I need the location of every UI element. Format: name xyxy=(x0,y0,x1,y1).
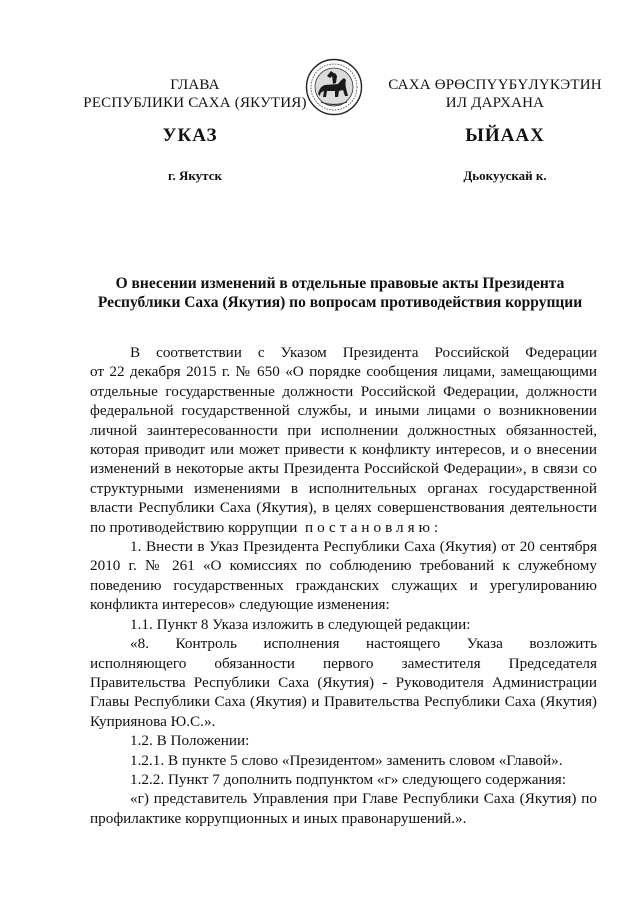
p2-line: 2010 г. № 261 «О комиссиях по соблюдению требований к служебному xyxy=(90,557,597,575)
p1-line: структурными изменениями в исполнительных органах государственной xyxy=(90,479,597,497)
header-right xyxy=(380,76,610,112)
header-left xyxy=(60,76,330,112)
p1-last-text: по противодействию коррупции xyxy=(90,518,298,536)
p3-line: 1.1. Пункт 8 Указа изложить в следующей редакции: xyxy=(130,615,471,633)
header-right-line2: ИЛ ДАРХАНА xyxy=(445,95,545,111)
p1-line: В соответствии с Указом Президента Российской Федерации xyxy=(130,344,597,361)
decree-body xyxy=(90,343,597,828)
decree-title-sakha: ЫЙААХ xyxy=(465,125,545,146)
p1-last-line xyxy=(90,518,597,537)
p4-line: Главы Республики Саха (Якутия) и Правительства Республики Саха (Якутия) xyxy=(90,693,597,711)
p1-line: изменений в некоторые акты Президента Российской Федерации», в связи со xyxy=(90,460,597,478)
p1-line: власти Республики Саха (Якутия), в целях совершенствования деятельности xyxy=(90,499,597,517)
p8-line: профилактике коррупционных и иных правонарушений.». xyxy=(90,809,467,827)
city-sakha: Дьокуускай к. xyxy=(463,168,547,183)
header-right-line1: САХА ӨРӨСПҮҮБҮЛҮКЭТИН xyxy=(388,77,602,93)
p1-line: отдельные государственные должности Российской Федерации, должности xyxy=(90,382,597,400)
p1-line: федеральной государственной службы, и иными лицами о возникновении xyxy=(90,402,597,420)
p4-line: Куприянова Ю.С.». xyxy=(90,712,216,730)
p4-line: Правительства Республики Саха (Якутия) - Руководителя Администрации xyxy=(90,673,597,691)
p8-line: «г) представитель Управления при Главе Республики Саха (Якутия) по xyxy=(130,790,597,808)
city-ru: г. Якутск xyxy=(168,168,222,183)
p4-line: «8. Контроль исполнения настоящего Указа возложить xyxy=(130,635,597,653)
p1-line: личной заинтересованности при исполнении должностных обязанностей, xyxy=(90,421,597,439)
header-left-line2: РЕСПУБЛИКИ САХА (ЯКУТИЯ) xyxy=(83,95,307,111)
p1-line: которая приводит или может привести к конфликту интересов, и о внесении xyxy=(90,441,597,459)
p2-line: 1. Внести в Указ Президента Республики Саха (Якутия) от 20 сентября xyxy=(130,538,597,556)
decree-title-ru: УКАЗ xyxy=(162,125,218,146)
decree-verb: постановляю: xyxy=(304,518,443,536)
coat-of-arms-emblem xyxy=(305,58,363,116)
subject-line2: Республики Саха (Якутия) по вопросам противодействия коррупции xyxy=(97,294,583,311)
p6-line: 1.2.1. В пункте 5 слово «Президентом» заменить словом «Главой». xyxy=(130,751,563,769)
p2-line: конфликта интересов» следующие изменения: xyxy=(90,596,390,614)
p7-line: 1.2.2. Пункт 7 дополнить подпунктом «г» следующего содержания: xyxy=(130,770,566,788)
decree-subject xyxy=(90,274,590,312)
p1-line: от 22 декабря 2015 г. № 650 «О порядке сообщения лицами, замещающими xyxy=(90,363,597,381)
p2-line: поведению государственных гражданских служащих и урегулированию xyxy=(90,576,597,594)
subject-line1: О внесении изменений в отдельные правовые акты Президента xyxy=(115,275,565,292)
header-left-line1: ГЛАВА xyxy=(170,77,220,93)
p5-line: 1.2. В Положении: xyxy=(130,732,250,750)
p4-line: исполняющего обязанности первого заместителя Председателя xyxy=(90,654,597,672)
